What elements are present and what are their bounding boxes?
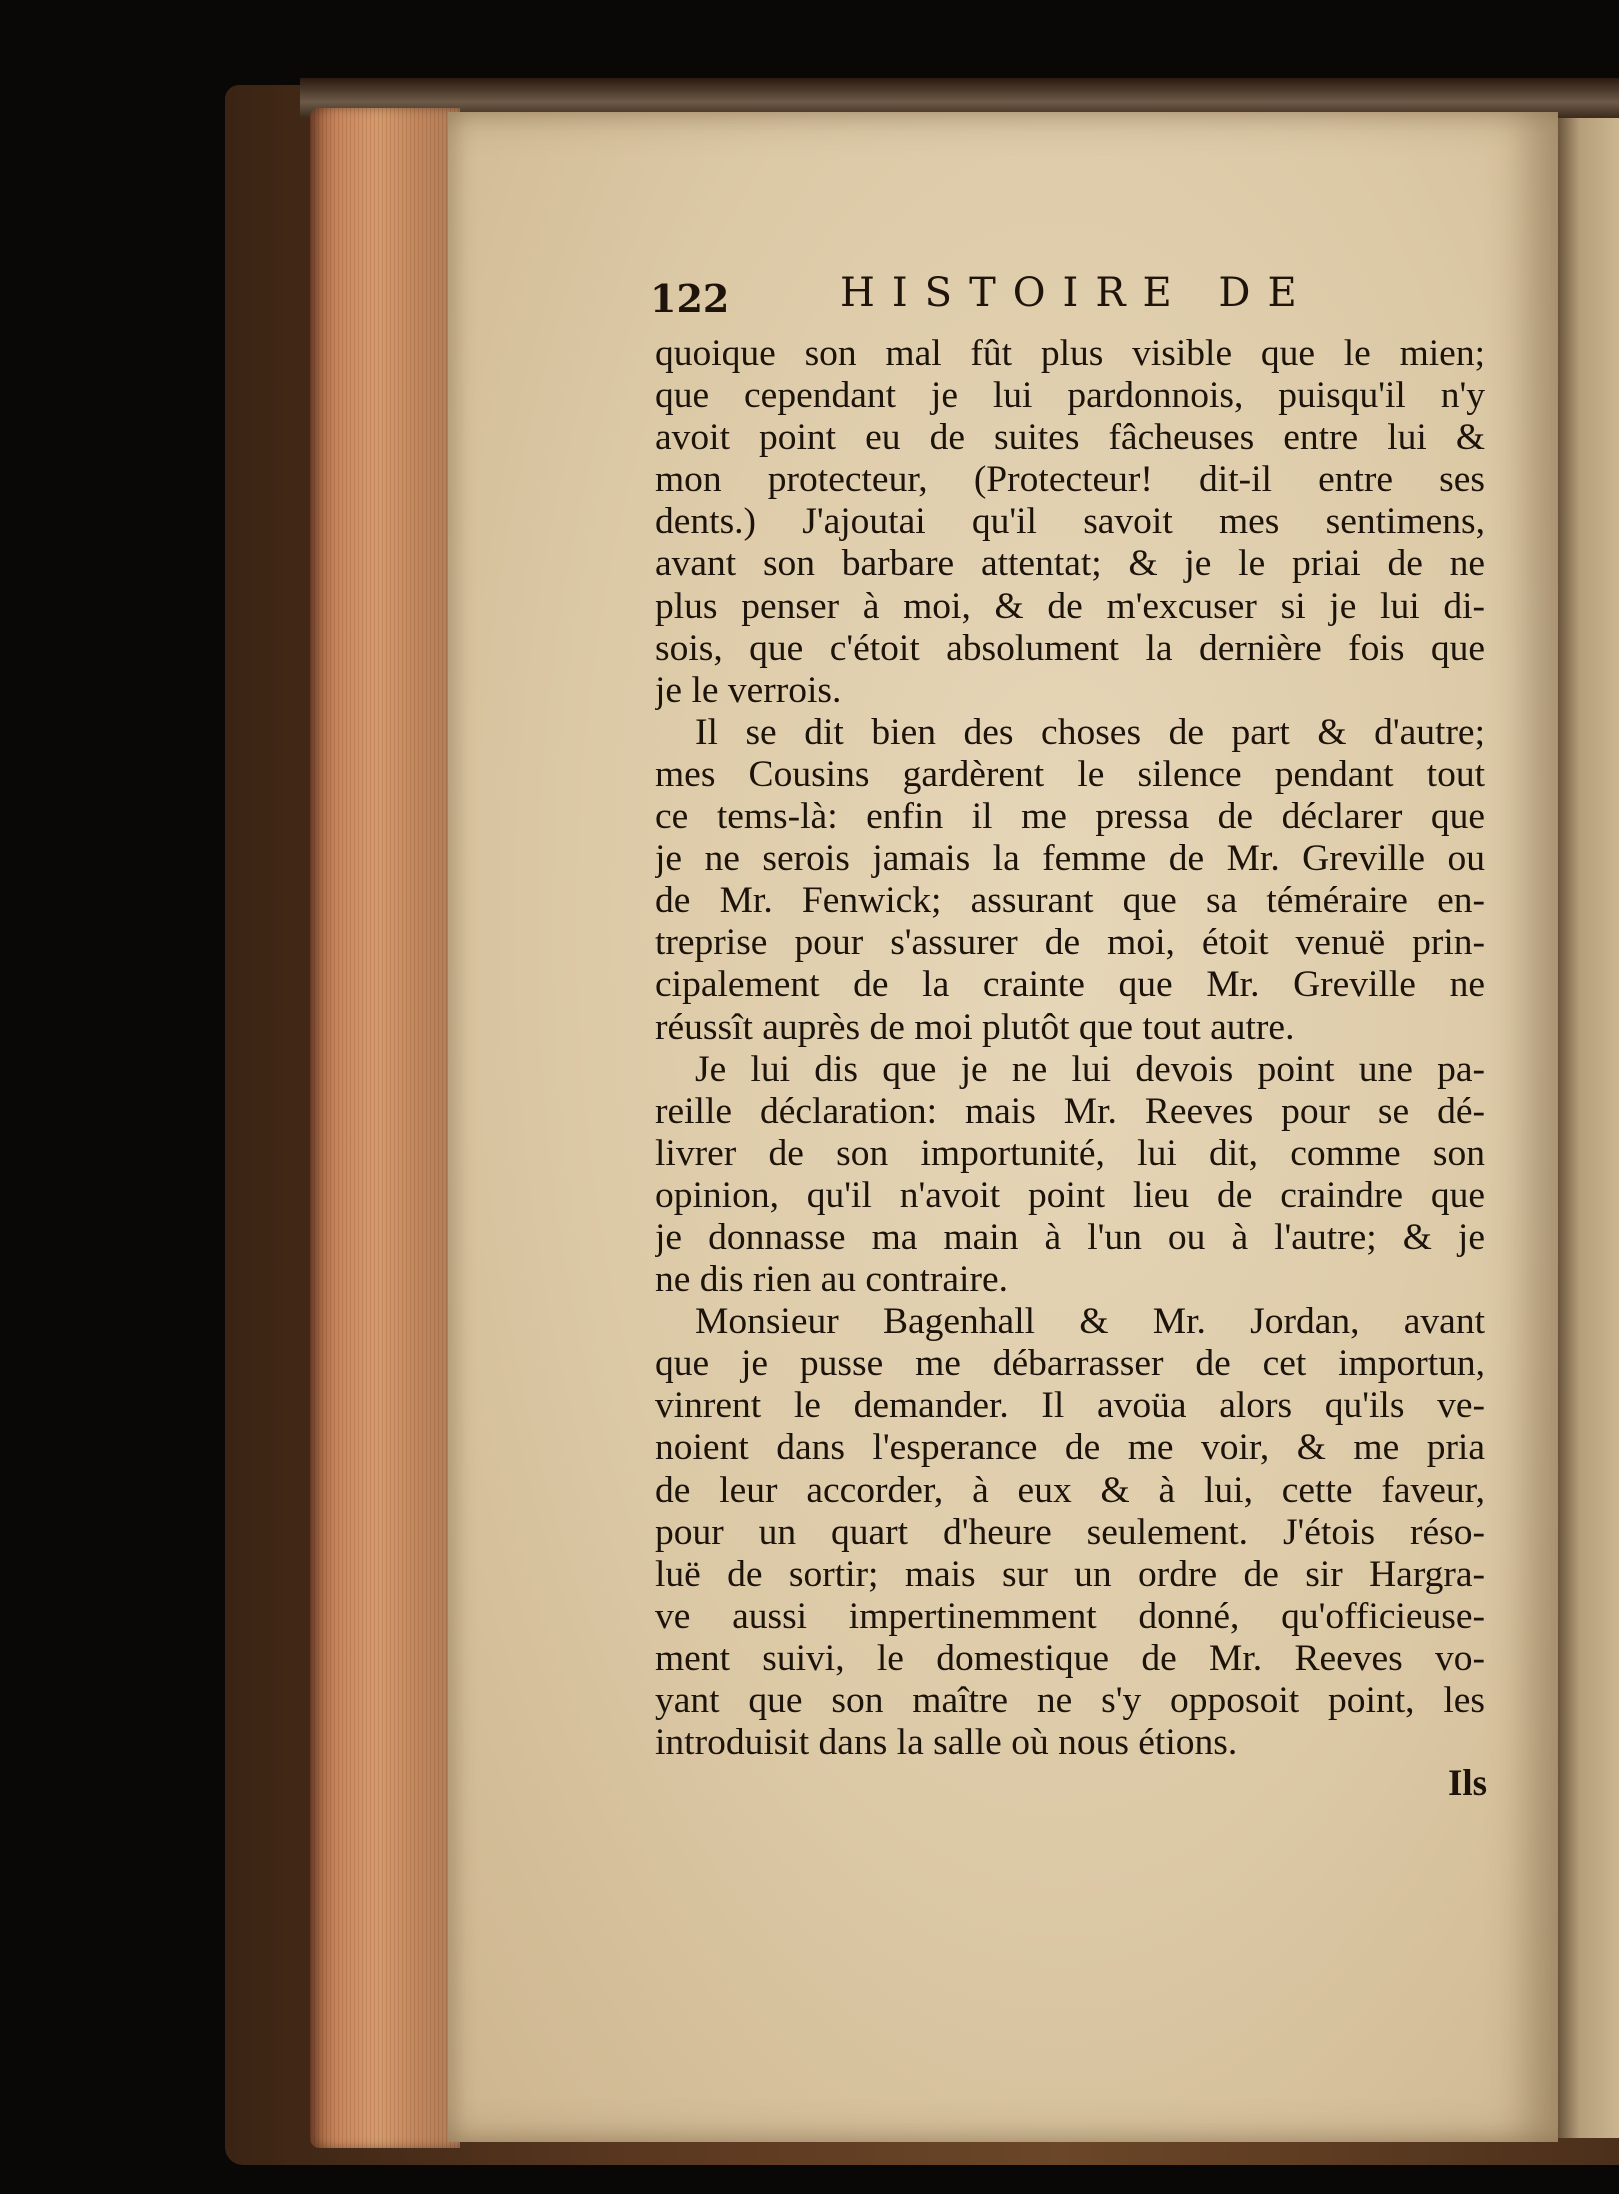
text-line: ment suivi, le domestique de Mr. Reeves vo-	[655, 1637, 1485, 1679]
text-line: ce tems-là: enfin il me pressa de déclarer que	[655, 796, 1485, 838]
running-title: HISTOIRE DE	[840, 270, 1314, 316]
text-line: sois, que c'étoit absolument la dernière fois que	[655, 627, 1485, 669]
text-line: noient dans l'esperance de me voir, & me pria	[655, 1427, 1485, 1469]
text-line: je donnasse ma main à l'un ou à l'autre; & je	[655, 1216, 1485, 1258]
text-line: de leur accorder, à eux & à lui, cette faveur,	[655, 1469, 1485, 1511]
text-line: avant son barbare attentat; & je le priai de ne	[655, 543, 1485, 585]
text-line: de Mr. Fenwick; assurant que sa téméraire en-	[655, 880, 1485, 922]
text-line: Monsieur Bagenhall & Mr. Jordan, avant	[695, 1301, 1485, 1343]
text-line: quoique son mal fût plus visible que le mien;	[655, 333, 1485, 374]
page-fore-edge	[310, 108, 460, 2148]
text-line: je ne serois jamais la femme de Mr. Greville ou	[655, 838, 1485, 880]
body-text	[655, 333, 1485, 1764]
text-line: ne dis rien au contraire.	[655, 1259, 1008, 1301]
text-line: que cependant je lui pardonnois, puisqu'il n'y	[655, 375, 1485, 417]
text-line: mon protecteur, (Protecteur! dit-il entre ses	[655, 459, 1485, 501]
text-line: réussît auprès de moi plutôt que tout autre.	[655, 1006, 1295, 1048]
page-number: 122	[650, 276, 730, 321]
text-line: Je lui dis que je ne lui devois point une pa-	[695, 1048, 1485, 1090]
text-line: livrer de son importunité, lui dit, comme son	[655, 1132, 1485, 1174]
text-line: dents.) J'ajoutai qu'il savoit mes sentimens,	[655, 501, 1485, 543]
text-line: opinion, qu'il n'avoit point lieu de craindre que	[655, 1174, 1485, 1216]
text-line: mes Cousins gardèrent le silence pendant tout	[655, 753, 1485, 795]
text-line: luë de sortir; mais sur un ordre de sir Hargra-	[655, 1553, 1485, 1595]
page-header	[650, 270, 1410, 330]
catchword: Ils	[1448, 1763, 1488, 1804]
text-line: Il se dit bien des choses de part & d'autre;	[695, 711, 1485, 753]
text-line: treprise pour s'assurer de moi, étoit venuë prin-	[655, 922, 1485, 964]
text-line: vinrent le demander. Il avoüa alors qu'ils ve-	[655, 1385, 1485, 1427]
text-line: que je pusse me débarrasser de cet importun,	[655, 1343, 1485, 1385]
text-line: je le verrois.	[655, 669, 842, 711]
text-line: pour un quart d'heure seulement. J'étois réso-	[655, 1511, 1485, 1553]
text-line: ve aussi impertinemment donné, qu'officieuse-	[655, 1595, 1485, 1637]
text-line: reille déclaration: mais Mr. Reeves pour se dé-	[655, 1090, 1485, 1132]
text-line: avoit point eu de suites fâcheuses entre lui &	[655, 417, 1485, 459]
text-line: yant que son maître ne s'y opposoit point, les	[655, 1680, 1485, 1721]
text-line: cipalement de la crainte que Mr. Greville ne	[655, 964, 1485, 1006]
text-line: plus penser à moi, & de m'excuser si je lui di-	[655, 585, 1485, 627]
text-line: introduisit dans la salle où nous étions.	[655, 1722, 1238, 1764]
facing-page-gutter	[1558, 118, 1619, 2138]
